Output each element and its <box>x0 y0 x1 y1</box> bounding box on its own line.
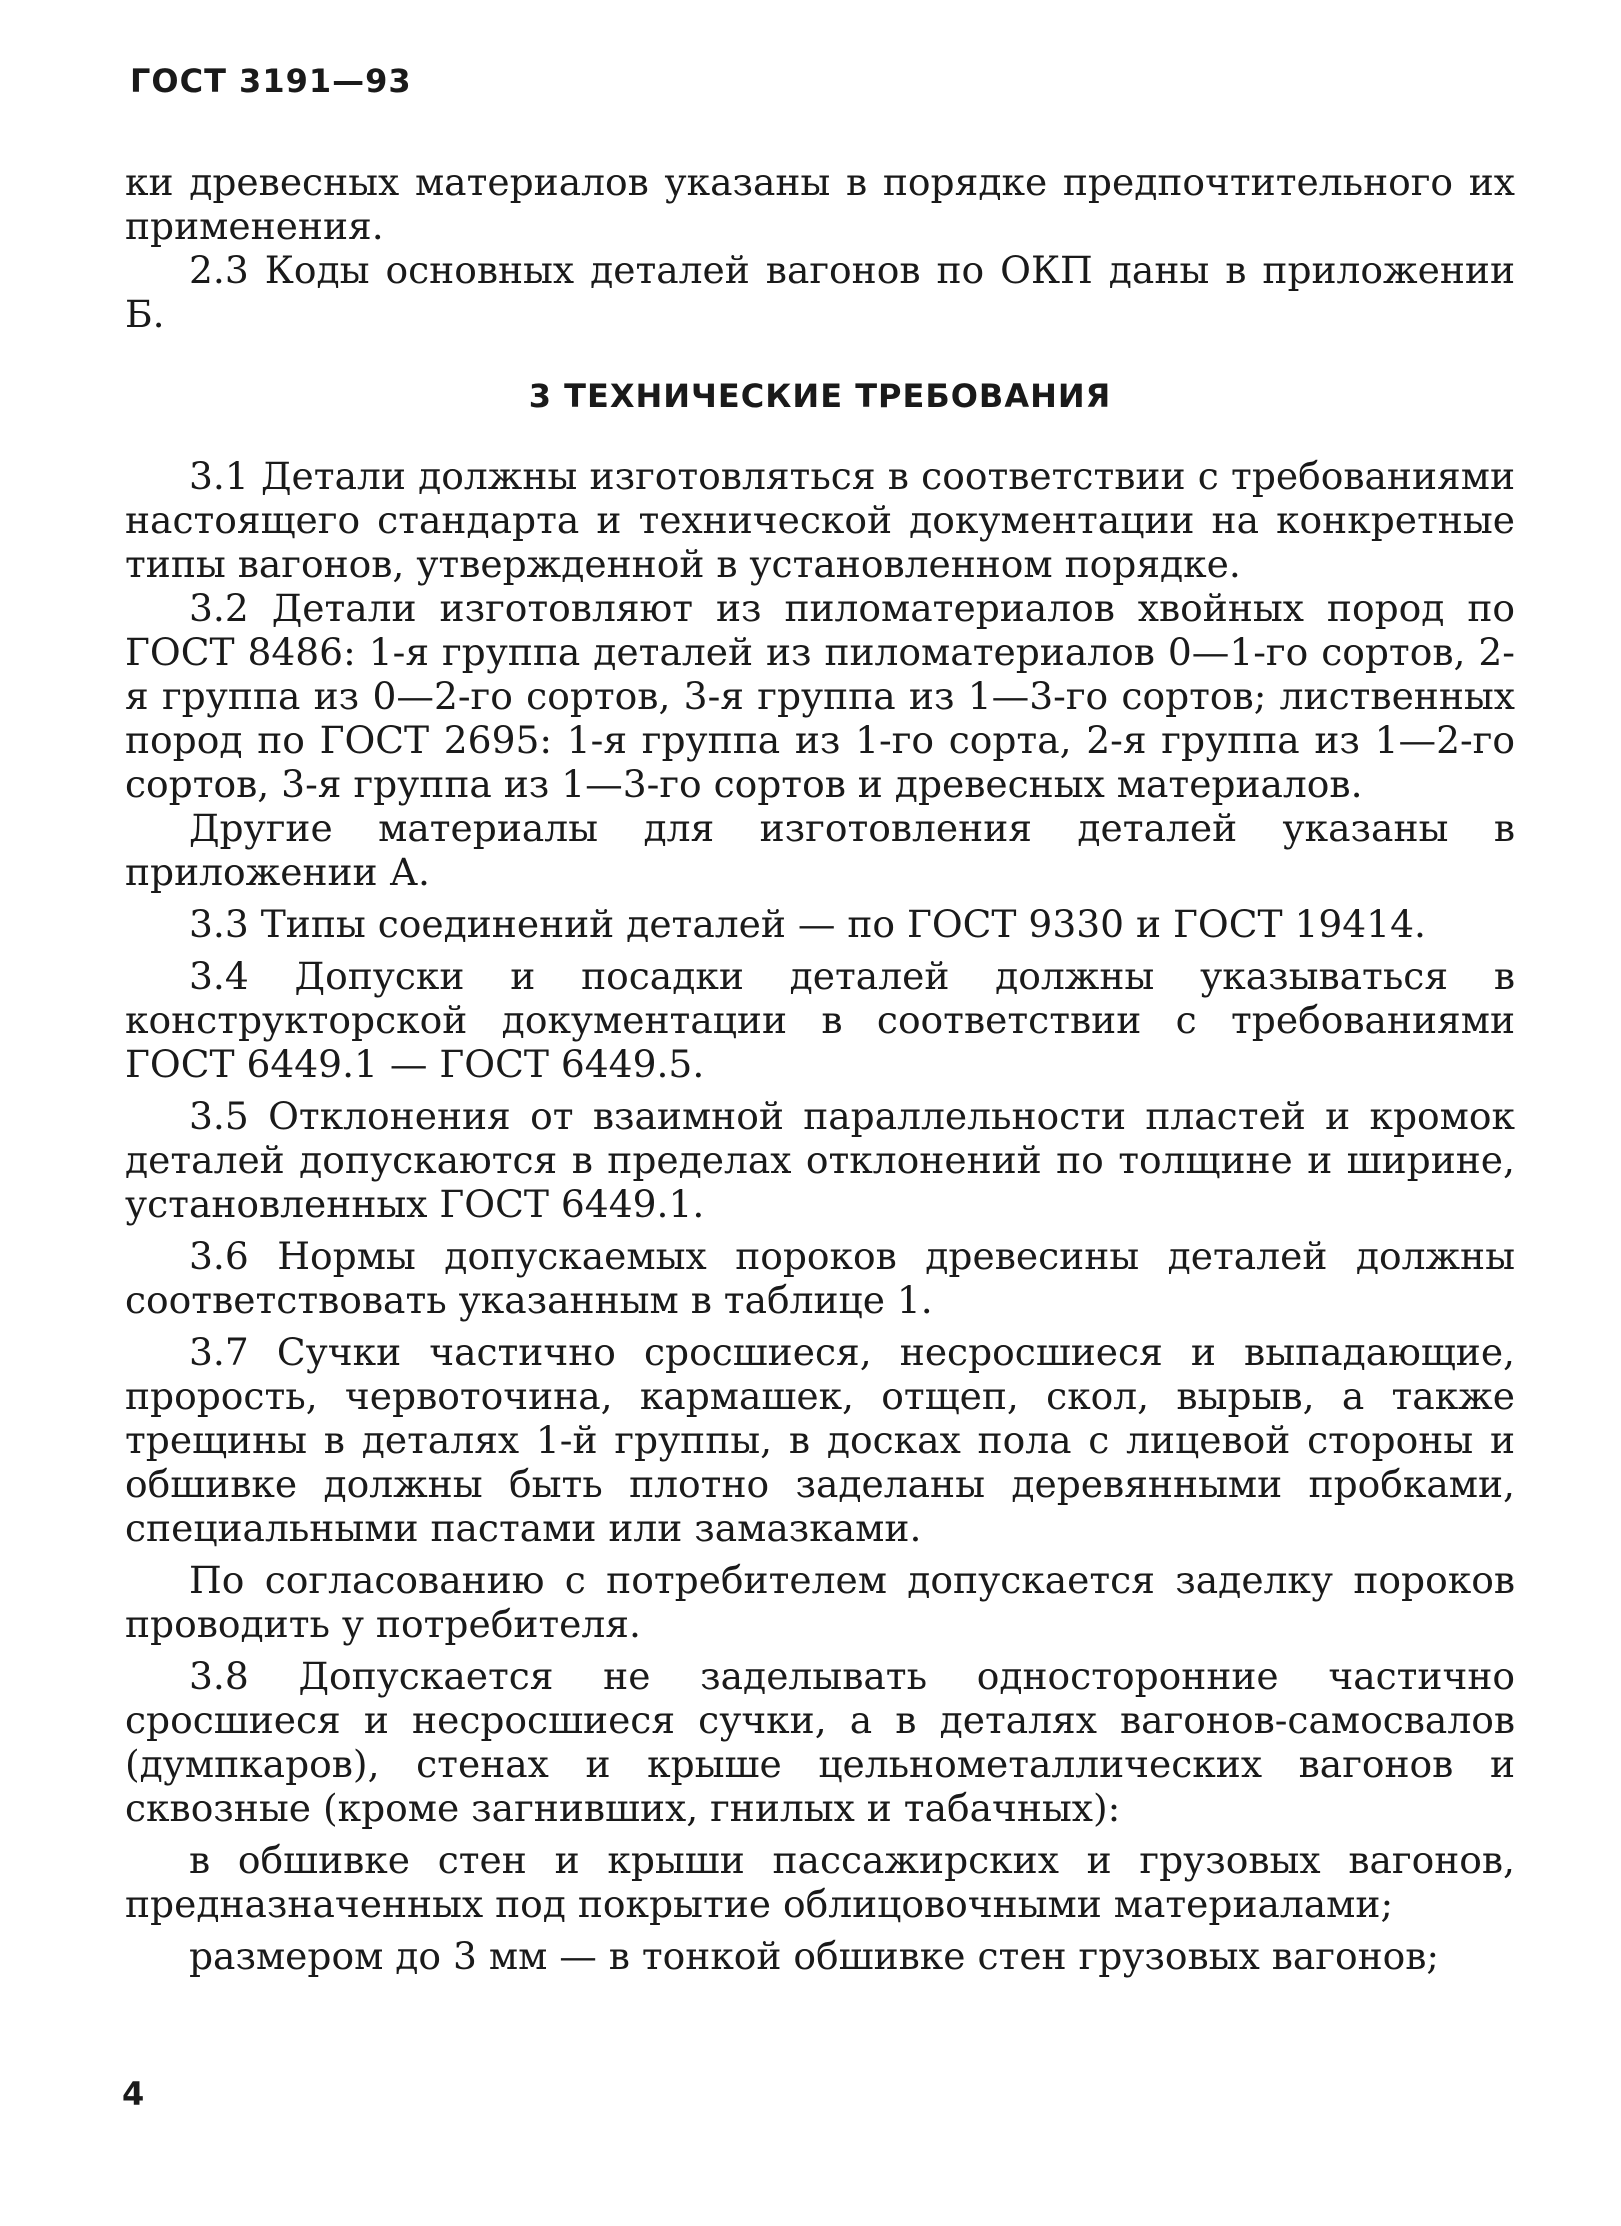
paragraph-continuation: ки древесных материалов указаны в порядке предпочтительного их применения. <box>125 160 1515 248</box>
paragraph-3-8: 3.8 Допускается не заделывать односторонние частично сросшиеся и несросшиеся сучки, а в деталях вагонов-самосвалов (думпкаров), стенах и крыше цельнометаллических вагонов и сквозные (кроме загнивших, гнилых и табачных): <box>125 1654 1515 1830</box>
paragraph-3-6: 3.6 Нормы допускаемых пороков древесины деталей должны соответствовать указанным в таблице 1. <box>125 1234 1515 1322</box>
document-code-header: ГОСТ 3191—93 <box>130 62 412 100</box>
paragraph-3-7: 3.7 Сучки частично сросшиеся, несросшиеся и выпадающие, прорость, червоточина, кармашек, отщеп, скол, вырыв, а также трещины в деталях 1-й группы, в досках пола с лицевой стороны и обшивке должны быть плотно заделаны деревянными пробками, специальными пастами или замазками. <box>125 1330 1515 1550</box>
paragraph-3-8-item-size: размером до 3 мм — в тонкой обшивке стен грузовых вагонов; <box>189 1934 1440 1978</box>
paragraph-3-1: 3.1 Детали должны изготовляться в соответствии с требованиями настоящего стандарта и технической документации на конкретные типы вагонов, утвержденной в установленном порядке. <box>125 454 1515 586</box>
paragraph-3-7-agreement: По согласованию с потребителем допускается заделку пороков проводить у потребителя. <box>125 1558 1515 1646</box>
paragraph-3-2: 3.2 Детали изготовляют из пиломатериалов хвойных пород по ГОСТ 8486: 1-я группа деталей из пиломатериалов 0—1-го сортов, 2-я группа из 0—2-го сортов, 3-я группа из 1—3-го сортов; лиственных пород по ГОСТ 2695: 1-я группа из 1-го сорта, 2-я группа из 1—2-го сортов, 3-я группа из 1—3-го сортов и древесных материалов. <box>125 586 1515 806</box>
paragraph-3-2-other-materials: Другие материалы для изготовления деталей указаны в приложении А. <box>125 806 1515 894</box>
document-body <box>125 160 1515 1978</box>
paragraph-3-8-item-cladding: в обшивке стен и крыши пассажирских и грузовых вагонов, предназначенных под покрытие облицовочными материалами; <box>125 1838 1515 1926</box>
paragraph-3-5: 3.5 Отклонения от взаимной параллельности пластей и кромок деталей допускаются в пределах отклонений по толщине и ширине, установленных ГОСТ 6449.1. <box>125 1094 1515 1226</box>
paragraph-2-3: 2.3 Коды основных деталей вагонов по ОКП даны в приложении Б. <box>125 248 1515 336</box>
paragraph-3-4: 3.4 Допуски и посадки деталей должны указываться в конструкторской документации в соответствии с требованиями ГОСТ 6449.1 — ГОСТ 6449.5. <box>125 954 1515 1086</box>
section-title: 3 ТЕХНИЧЕСКИЕ ТРЕБОВАНИЯ <box>528 377 1112 415</box>
page-number: 4 <box>122 2075 145 2113</box>
paragraph-3-3: 3.3 Типы соединений деталей — по ГОСТ 9330 и ГОСТ 19414. <box>189 902 1426 946</box>
